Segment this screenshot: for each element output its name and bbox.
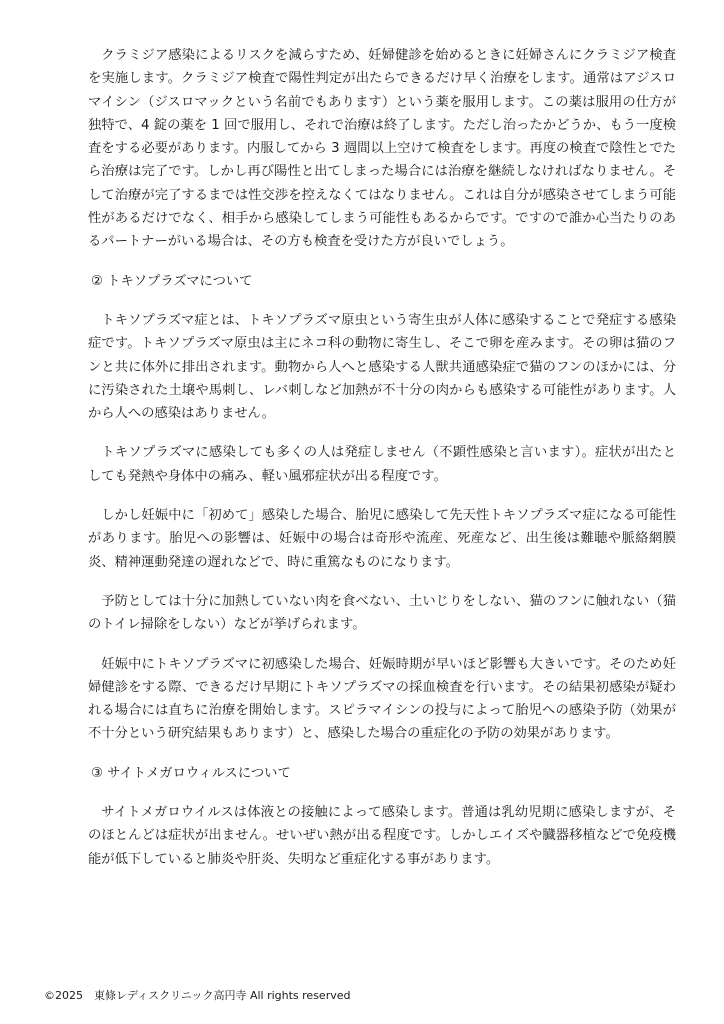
paragraph-chlamydia-treatment: クラミジア感染によるリスクを減らすため、妊婦健診を始めるときに妊婦さんにクラミジア検査を実施します。クラミジア検査で陽性判定が出たらできるだけ早く治療をします。通常はアジスロマイシン（ジスロマックという名前でもあります）という薬を服用します。この薬は服用の仕方が独特で、4 錠の薬を 1 回で服用し、それで治療は終了します。ただし治ったかどうか、もう一度検査をする必要があります。内服してから 3 週間以上空けて検査をします。再度の検査で陰性とでたら治療は完了です。しかし再び陽性と出てしまった場合には治療を継続しなければなりません。そして治療が完了するまでは性交渉を控えなくてはなりません。これは自分が感染させてしまう可能性があるだけでなく、相手から感染してしまう可能性もあるからです。ですので誰か心当たりのあるパートナーがいる場合は、その方も検査を受けた方が良いでしょう。 <box>88 48 676 250</box>
section-heading-cytomegalovirus: ③ サイトメガロウィルスについて <box>91 765 291 781</box>
paragraph-cytomegalovirus-overview: サイトメガロウイルスは体液との接触によって感染します。普通は乳幼児期に感染しますが、そのほとんどは症状が出ません。せいぜい熱が出る程度です。しかしエイズや臓器移植などで免疫機能が低下していると肺炎や肝炎、失明など重症化する事があります。 <box>88 805 676 867</box>
paragraph-toxoplasma-screening: 妊娠中にトキソプラズマに初感染した場合、妊娠時期が早いほど影響も大きいです。そのため妊婦健診をする際、できるだけ早期にトキソプラズマの採血検査を行います。その結果初感染が疑われる場合には直ちに治療を開始します。スピラマイシンの投与によって胎児への感染予防（効果が不十分という研究結果もあります）と、感染した場合の重症化の予防の効果があります。 <box>88 656 676 742</box>
document-body <box>88 44 676 887</box>
paragraph-toxoplasma-overview: トキソプラズマ症とは、トキソプラズマ原虫という寄生虫が人体に感染することで発症する感染症です。トキソプラズマ原虫は主にネコ科の動物に寄生し、そこで卵を産みます。その卵は猫のフンと共に体外に排出されます。動物から人へと感染する人獣共通感染症で猫のフンのほかには、分に汚染された土壌や馬刺し、レバ刺しなど加熱が不十分の肉からも感染する可能性があります。人から人への感染はありません。 <box>88 312 676 422</box>
section-heading-toxoplasma: ② トキソプラズマについて <box>91 273 253 289</box>
paragraph-toxoplasma-symptoms: トキソプラズマに感染しても多くの人は発症しません（不顕性感染と言います）。症状が出たとしても発熱や身体中の痛み、軽い風邪症状が出る程度です。 <box>88 445 676 484</box>
paragraph-toxoplasma-pregnancy-risk: しかし妊娠中に「初めて」感染した場合、胎児に感染して先天性トキソプラズマ症になる可能性があります。胎児への影響は、妊娠中の場合は奇形や流産、死産など、出生後は難聴や脈絡網膜炎、精神運動発達の遅れなどで、時に重篤なものになります。 <box>88 508 676 570</box>
copyright-footer: ©2025 東條レディスクリニック高円寺 All rights reserved <box>44 989 351 1002</box>
paragraph-toxoplasma-prevention: 予防としては十分に加熱していない肉を食べない、土いじりをしない、猫のフンに触れない（猫のトイレ掃除をしない）などが挙げられます。 <box>88 593 676 633</box>
